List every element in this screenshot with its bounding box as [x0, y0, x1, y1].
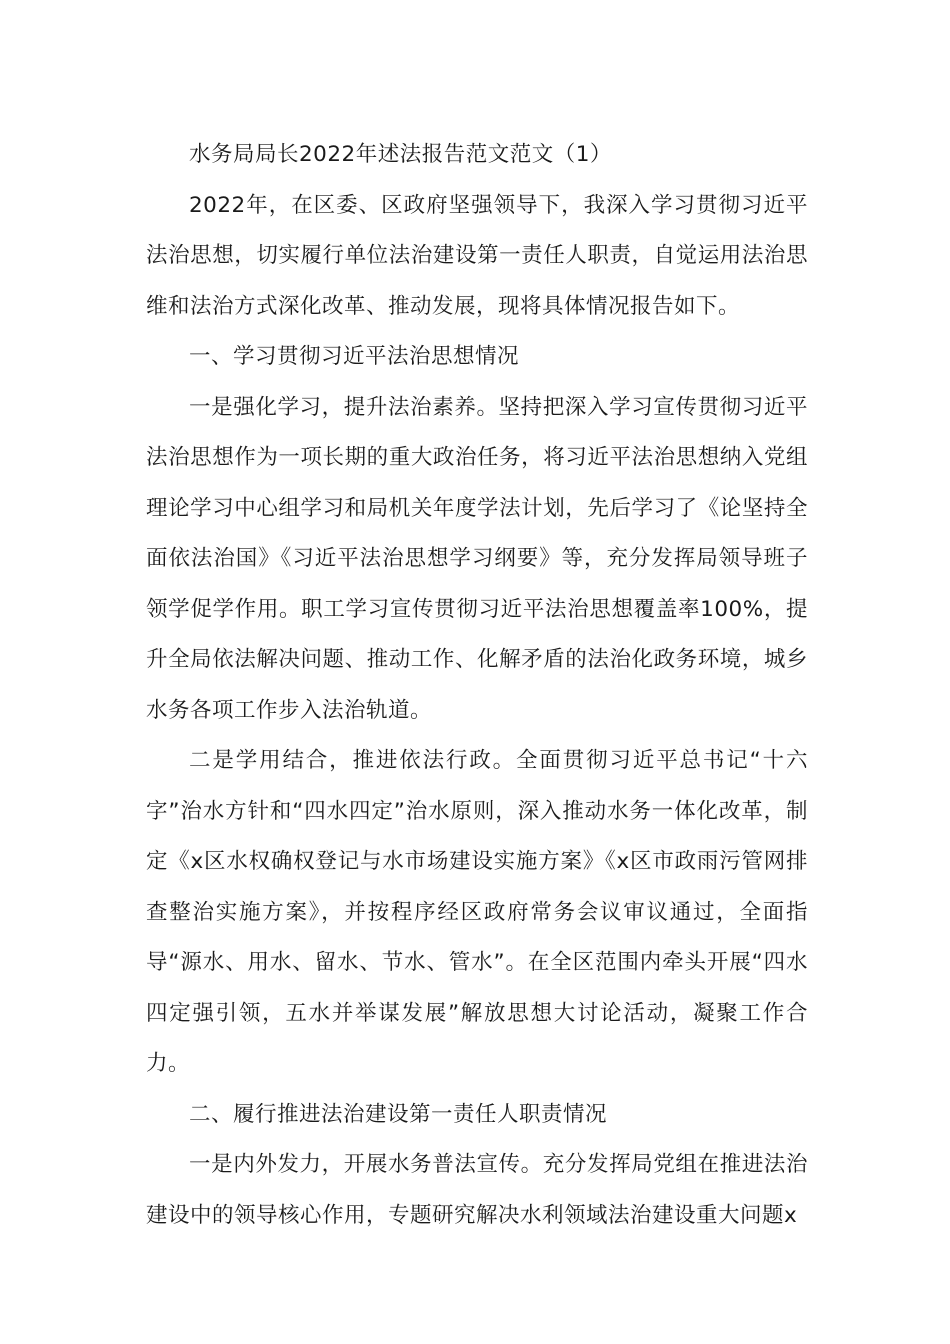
section-heading-2: 二、履行推进法治建设第一责任人职责情况	[189, 1101, 608, 1127]
section-heading-1: 一、学习贯彻习近平法治思想情况	[189, 344, 520, 369]
paragraph-publicity: 一是内外发力，开展水务普法宣传。充分发挥局党组在推进法治建设中的领导核心作用，专题研究解决水利领域法治建设重大问题x	[146, 1152, 808, 1228]
paragraph-apply: 二是学用结合，推进依法行政。全面贯彻习近平总书记“十六字”治水方针和“四水四定”治水原则，深入推动水务一体化改革，制定《x区水权确权登记与水市场建设实施方案》《x区市政雨污管网排查整治实施方案》，并按程序经区政府常务会议审议通过，全面指导“源水、用水、留水、节水、管水”。在全区范围内牵头开展“四水四定强引领，五水并举谋发展”解放思想大讨论活动，凝聚工作合力。	[146, 748, 808, 1076]
paragraph-study: 一是强化学习，提升法治素养。坚持把深入学习宣传贯彻习近平法治思想作为一项长期的重大政治任务，将习近平法治思想纳入党组理论学习中心组学习和局机关年度学法计划，先后学习了《论坚持全面依法治国》《习近平法治思想学习纲要》等，充分发挥局领导班子领学促学作用。职工学习宣传贯彻习近平法治思想覆盖率100%，提升全局依法解决问题、推动工作、化解矛盾的法治化政务环境，城乡水务各项工作步入法治轨道。	[146, 394, 808, 723]
document-title: 水务局局长2022年述法报告范文范文（1）	[189, 142, 612, 167]
document-page	[146, 130, 808, 1241]
paragraph-intro: 2022年，在区委、区政府坚强领导下，我深入学习贯彻习近平法治思想，切实履行单位法治建设第一责任人职责，自觉运用法治思维和法治方式深化改革、推动发展，现将具体情况报告如下。	[146, 192, 808, 319]
